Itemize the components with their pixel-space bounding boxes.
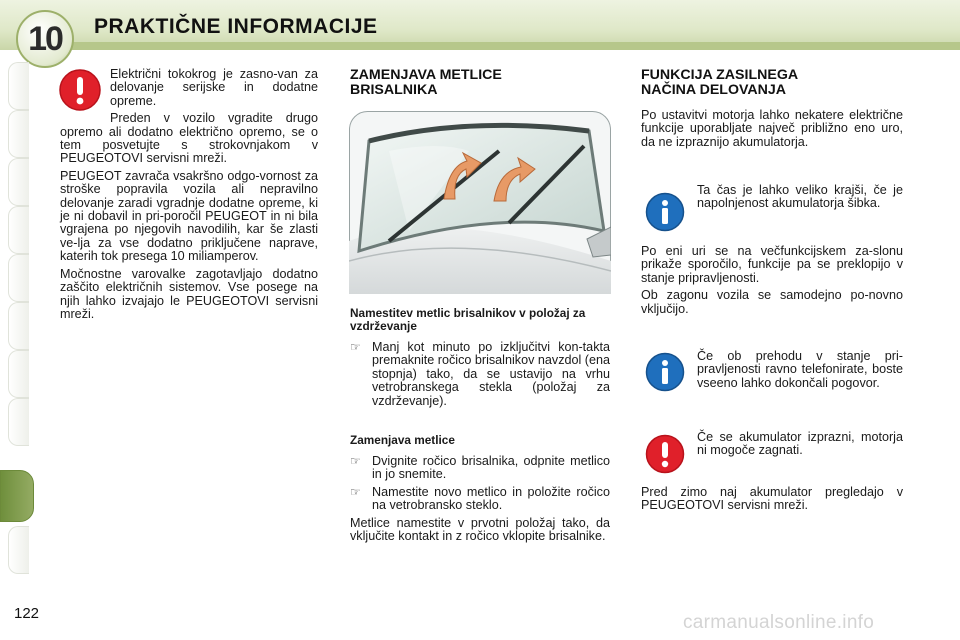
info-icon bbox=[645, 352, 685, 392]
chapter-badge: 10 bbox=[16, 10, 74, 68]
warning-icon bbox=[645, 434, 685, 474]
warning-text: Če se akumulator izprazni, motorja ni mogoče zagnati. bbox=[697, 430, 903, 458]
pointing-hand-icon: ☞ bbox=[350, 340, 361, 354]
chapter-tab[interactable] bbox=[8, 302, 29, 350]
paragraph: Po ustavitvi motorja lahko nekatere električne funkcije uporabljate največ približno eno uro, da ne izpraznijo akumulatorja. bbox=[641, 108, 903, 149]
paragraph: Pred zimo naj akumulator pregledajo v PEUGEOTOVI servisni mreži. bbox=[641, 485, 903, 513]
list-item bbox=[350, 341, 610, 408]
info-text: Ta čas je lahko veliko krajši, če je napolnjenost akumulatorja šibka. bbox=[697, 183, 903, 211]
paragraph: Ob zagonu vozila se samodejno po-novno vključijo. bbox=[641, 288, 903, 316]
chapter-tab[interactable] bbox=[8, 526, 29, 574]
chapter-tab[interactable] bbox=[8, 62, 29, 110]
info-note bbox=[697, 350, 903, 394]
section-title: FUNKCIJA ZASILNEGA NAČINA DELOVANJA bbox=[641, 67, 798, 98]
right-column bbox=[641, 68, 903, 153]
section-title: ZAMENJAVA METLICE BRISALNIKA bbox=[350, 67, 502, 98]
paragraph: PEUGEOT zavrača vsakršno odgo-vornost za stroške popravila vozila ali nepravilno delovanje zaradi vgradnje dodatne opreme, ki je ni dobavil in pri-poročil PEUGEOT in ni bila vgrajena po njegovih navodilih, kar še zlasti ve-lja za vse dodatno priključene naprave, katerih tok presega 10 miliamperov. bbox=[60, 168, 318, 264]
right-column-text bbox=[641, 245, 903, 320]
page-title: PRAKTIČNE INFORMACIJE bbox=[94, 15, 378, 38]
pointing-hand-icon: ☞ bbox=[350, 484, 361, 499]
middle-column bbox=[350, 68, 610, 97]
header-bar bbox=[70, 42, 960, 50]
paragraph: Po eni uri se na večfunkcijskem za-slonu prikaže sporočilo, funkcije pa se preklopijo v stanje pripravljenosti. bbox=[641, 244, 903, 285]
warning-note bbox=[697, 431, 903, 462]
paragraph: Električni tokokrog je zasno-van za delovanje serijske in dodatne opreme. bbox=[110, 67, 318, 108]
chapter-tab[interactable] bbox=[8, 206, 29, 254]
right-column-closing bbox=[641, 486, 903, 517]
list-item-text: Manj kot minuto po izključitvi kon-takta premaknite ročico brisalnikov navzdol (ena stopnja) tako, da se ustavijo na vrhu vetrobranskega stekla (položaj za vzdrževanje). bbox=[372, 340, 610, 408]
paragraph: Preden v vozilo vgradite drugo opremo ali dodatno električno opremo, se o tem posvetujte s strokovnjakom v PEUGEOTOVI servisni mreži. bbox=[60, 111, 318, 166]
info-text: Če ob prehodu v stanje pri-pravljenosti ravno telefonirate, boste vseeno lahko dokončali pogovor. bbox=[697, 349, 903, 390]
watermark: carmanualsonline.info bbox=[683, 612, 875, 633]
chapter-tab[interactable] bbox=[8, 110, 29, 158]
chapter-tab-active[interactable] bbox=[0, 470, 34, 522]
page-number: 122 bbox=[14, 605, 40, 622]
middle-column-text bbox=[350, 307, 610, 547]
paragraph: Močnostne varovalke zagotavljajo dodatno zaščito električnih sistemov. Vse posege na njih lahko izvajajo le PEUGEOTOVI servisni mreži. bbox=[60, 266, 318, 321]
chapter-tab[interactable] bbox=[8, 254, 29, 302]
chapter-tab[interactable] bbox=[8, 398, 29, 446]
list-item bbox=[350, 486, 610, 513]
info-note bbox=[697, 184, 903, 215]
list-item-text: Namestite novo metlico in položite ročico na vetrobransko steklo. bbox=[372, 484, 610, 513]
paragraph: Metlice namestite v prvotni položaj tako, da vključite kontakt in z ročico vklopite brisalnike. bbox=[350, 515, 610, 544]
subsection-title: Namestitev metlic brisalnikov v položaj za vzdrževanje bbox=[350, 306, 586, 333]
windshield-wiper-illustration bbox=[349, 111, 611, 294]
pointing-hand-icon: ☞ bbox=[350, 454, 361, 469]
info-icon bbox=[645, 192, 685, 232]
subsection-title: Zamenjava metlice bbox=[350, 433, 455, 448]
chapter-tab[interactable] bbox=[8, 158, 29, 206]
list-item-text: Dvignite ročico brisalnika, odpnite metlico in jo snemite. bbox=[372, 454, 610, 482]
chapter-tab[interactable] bbox=[8, 350, 29, 398]
list-item bbox=[350, 455, 610, 482]
left-column bbox=[60, 68, 318, 325]
